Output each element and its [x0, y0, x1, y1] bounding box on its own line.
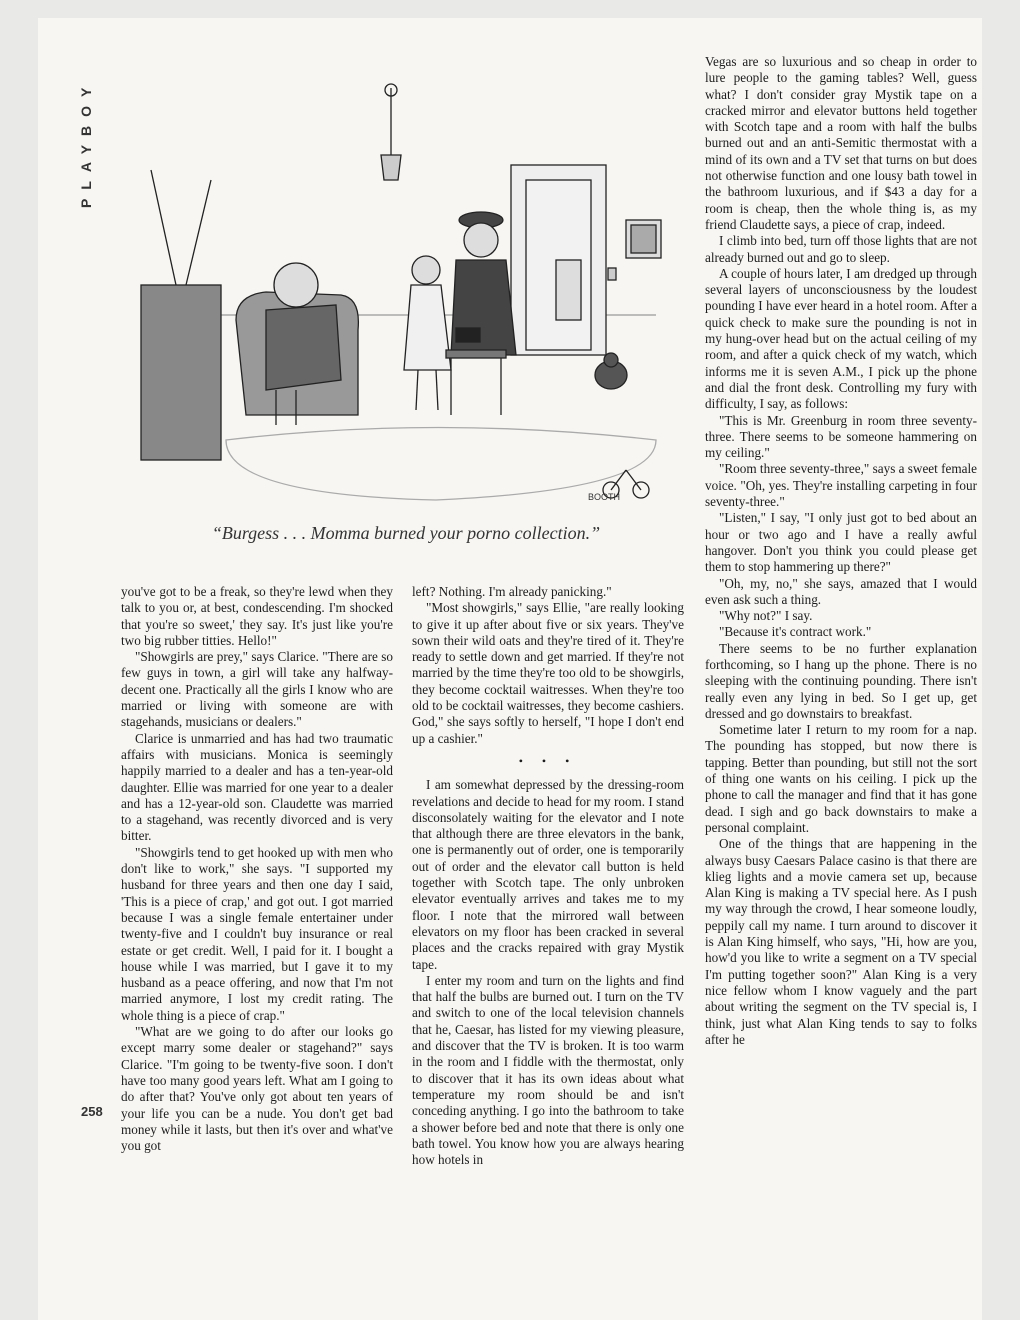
paragraph: Vegas are so luxurious and so cheap in order to lure people to the gaming tables? Well, guess what? I don't consider gray Mystik tape on a cracked mirror and elevator buttons held together with Scotch tape and a room with half the bulbs burned out and an anti-Semitic thermostat with a mind of its own and a TV set that turns on but does not otherwise function and one lousy bath towel in the bathroom luxurious, and if $43 a day for a room is cheap, then the whole thing is, as my friend Claudette says, a piece of crap, indeed. — [705, 54, 977, 232]
paragraph: "This is Mr. Greenburg in room three seventy-three. There seems to be someone hammering on my ceiling." — [705, 412, 977, 461]
column-3 — [705, 54, 977, 1048]
section-break: • • • — [518, 753, 578, 768]
paragraph: "Room three seventy-three," says a sweet female voice. "Oh, yes. They're installing carpeting in four seventy-three." — [705, 461, 977, 510]
cartoon-illustration — [136, 70, 676, 510]
column-2 — [412, 584, 684, 1168]
cartoon-caption: “Burgess . . . Momma burned your porno collection.” — [211, 523, 601, 543]
column-1 — [121, 584, 393, 1154]
paragraph: "What are we going to do after our looks go except marry some dealer or stagehand?" says Clarice. "I'm going to be twenty-five soon. I don't have too many good years left. What am I going to do after that? You've only got about ten years of your life you can be a nude. You don't get bad money while it lasts, but then it's over and what've you got — [121, 1024, 393, 1154]
paragraph: "Listen," I say, "I only just got to bed about an hour or two ago and I have a really awful hangover. Don't you think you could please get them to stop hammering up there?" — [705, 510, 977, 575]
paragraph: "Oh, my, no," she says, amazed that I would even ask such a thing. — [705, 575, 977, 607]
paragraph: you've got to be a freak, so they're lewd when they talk to you or, at best, condescending. I'm shocked that you're so sweet,' they say. It's just like you're two big rubber titties. Hello!" — [121, 584, 393, 648]
paragraph: "Because it's contract work." — [719, 624, 872, 640]
paragraph: Sometime later I return to my room for a nap. The pounding has stopped, but now there is tapping. Better than pounding, but still not the sort of thing one wants on his ceiling. I pick up the phone to call the manager and find that it has gone dead. I sigh and go back downstairs to make a personal complaint. — [705, 722, 977, 835]
paragraph: left? Nothing. I'm already panicking." — [412, 584, 612, 599]
paragraph: "Showgirls are prey," says Clarice. "There are so few guys in town, a girl will take any halfway-decent one. Practically all the girls I know who are married or living with someone are with stagehands, musicians or dealers." — [121, 649, 393, 730]
page-number: 258 — [81, 1104, 103, 1119]
paragraph: A couple of hours later, I am dredged up through several layers of unconsciousness by the loudest pounding I have ever heard in a hotel room. After a quick check to make sure the pounding is not in my hung-over head but on the actual ceiling of my room, and after a quick check of my watch, which informs me it is seven A.M., I pick up the phone and dial the front desk. Controlling my fury with difficulty, I say, as follows: — [705, 265, 977, 412]
paragraph: "Why not?" I say. — [719, 608, 813, 624]
paragraph: "Most showgirls," says Ellie, "are really looking to give it up after about five or six years. They've sown their wild oats and they're tired of it. They're ready to settle down and get married. If they're not married by the time they're too old to be showgirls, they become cocktail waitresses. When they're too old to be cocktail waitresses, they become cashiers. God," she says softly to herself, "I hope I don't end up a cashier." — [412, 600, 684, 746]
paragraph: I climb into bed, turn off those lights that are not already burned out and go to sleep. — [705, 233, 977, 265]
paragraph: One of the things that are happening in the always busy Caesars Palace casino is that there are klieg lights and a movie camera set up, because Alan King is making a TV special here. As I push my way through the crowd, I hear someone loudly, peppily call my name. I turn around to discover it is Alan King himself, who says, "Hi, how are you, how'd you like to write a segment on a TV special I'm putting together soon?" Alan King is a very nice fellow whom I know vaguely and the part about writing the segment on the TV special is, I think, just what Alan King tends to say to folks after he — [705, 836, 977, 1047]
masthead — [78, 48, 108, 208]
masthead-text: PLAYBOY — [78, 78, 94, 208]
paragraph: I enter my room and turn on the lights and find that half the bulbs are burned out. I turn on the TV and switch to one of the local television channels that he, Caesar, has listed for my viewing pleasure, and discover that the TV is broken. It is too warm in the room and I fiddle with the thermostat, only to discover that it has its own ideas about what temperature my room should be and isn't conceding anything. I go into the bathroom to take a shower before bed and note that there is only one bath towel. You know how you are always hearing how hotels in — [412, 972, 684, 1168]
cartoon-signature: BOOTH — [588, 492, 621, 502]
paragraph: I am somewhat depressed by the dressing-room revelations and decide to head for my room. I stand disconsolately waiting for the elevator and I note that although there are three elevators in the bank, one is permanently out of order, one is temporarily out of order and the elevator call button is held together with Scotch tape. The only unbroken elevator eventually arrives and takes me to my floor. I note that the mirrored wall between elevators on my floor has been cracked in several places and the cracks repaired with gray Mystik tape. — [412, 777, 684, 972]
paragraph: Clarice is unmarried and has had two traumatic affairs with musicians. Monica is seemingly happily married to a dealer and has a ten-year-old daughter. Ellie was married for one year to a dealer and has a 12-year-old son. Claudette was married to a stagehand, was recently divorced and is very bitter. — [121, 730, 393, 844]
paragraph: There seems to be no further explanation forthcoming, so I hang up the phone. There is no sleeping with the continuing pounding. There isn't really even any lying in bed. So I get up, get dressed and go downstairs to breakfast. — [705, 640, 977, 721]
magazine-page — [38, 18, 982, 1320]
paragraph: "Showgirls tend to get hooked up with men who don't like to work," she says. "I supported my husband for three years and then one day I said, 'This is a piece of crap,' and got out. I got married because I was a single female entertainer under twenty-five and I couldn't buy insurance or real estate or get credit. Well, I paid for it. I bought a house while I was married, but I gave it to my husband as a peace offering, and now that I'm not married anymore, I lost my credit rating. The whole thing is a piece of crap." — [121, 844, 393, 1023]
